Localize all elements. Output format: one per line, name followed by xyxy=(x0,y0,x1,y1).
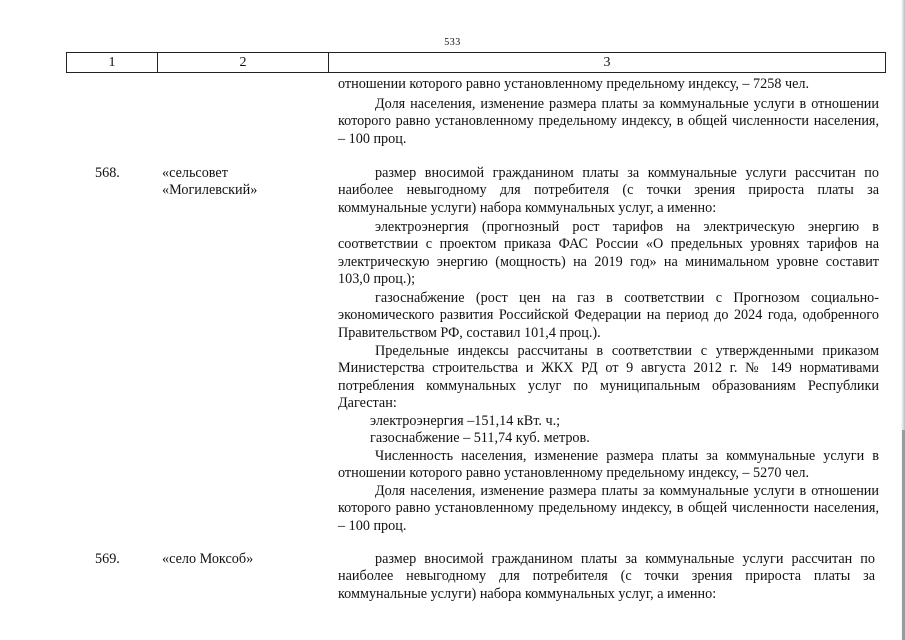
entry-intro: размер вносимой гражданином платы за коммунальные услуги рассчитан по наиболее невыгодному для потребителя (с точки зрения прироста платы за коммунальные услуги) набора коммунальных услуг, а именно: xyxy=(338,165,879,216)
header-col-1: 1 xyxy=(66,53,157,72)
entry-intro: размер вносимой гражданином платы за коммунальные услуги рассчитан по наиболее невыгодному для потребителя (с точки зрения прироста платы за коммунальные услуги) набора коммунальных услуг, а именно: xyxy=(338,551,875,602)
prev-share-paragraph: Доля населения, изменение размера платы за коммунальные услуги в отношении которого равно установленному предельному индексу, в общей численности населения, – 100 проц. xyxy=(338,96,879,147)
page-number: 533 xyxy=(444,37,461,48)
limits-paragraph: Предельные индексы рассчитаны в соответствии с утвержденными приказом Министерства строительства и ЖКХ РД от 9 августа 2012 г. № 149 нормативами потребления коммунальных услуг по муниципальным образованиям Республики Дагестан: xyxy=(338,343,879,412)
entry-number: 568. xyxy=(95,165,120,181)
entry-name: «село Моксоб» xyxy=(162,551,254,567)
electricity-paragraph: электроэнергия (прогнозный рост тарифов на электрическую энергию в соответствии с проектом приказа ФАС России «О предельных уровнях тарифов на электрическую энергию (мощность) на 2019 год» на минимальном уровне составит 103,0 проц.); xyxy=(338,219,879,288)
prev-population-tail: отношении которого равно установленному предельному индексу, – 7258 чел. xyxy=(338,76,810,92)
entry-number: 569. xyxy=(95,551,120,567)
header-col-2: 2 xyxy=(157,53,328,72)
norm-electricity: электроэнергия –151,14 кВт. ч.; xyxy=(370,413,561,429)
population-paragraph: Численность населения, изменение размера платы за коммунальные услуги в отношении которого равно установленному предельному индексу, – 5270 чел. xyxy=(338,448,879,482)
share-paragraph: Доля населения, изменение размера платы за коммунальные услуги в отношении которого равно установленному предельному индексу, в общей численности населения, – 100 проц. xyxy=(338,483,879,534)
entry-name: «сельсовет «Могилевский» xyxy=(162,165,258,199)
gas-paragraph: газоснабжение (рост цен на газ в соответствии с Прогнозом социально-экономического развития Российской Федерации на период до 2024 года, одобренного Правительством РФ, составил 101,4 проц.). xyxy=(338,290,879,341)
header-col-3: 3 xyxy=(328,53,886,72)
norm-gas: газоснабжение – 511,74 куб. метров. xyxy=(370,430,590,446)
table-header-row xyxy=(66,52,886,73)
